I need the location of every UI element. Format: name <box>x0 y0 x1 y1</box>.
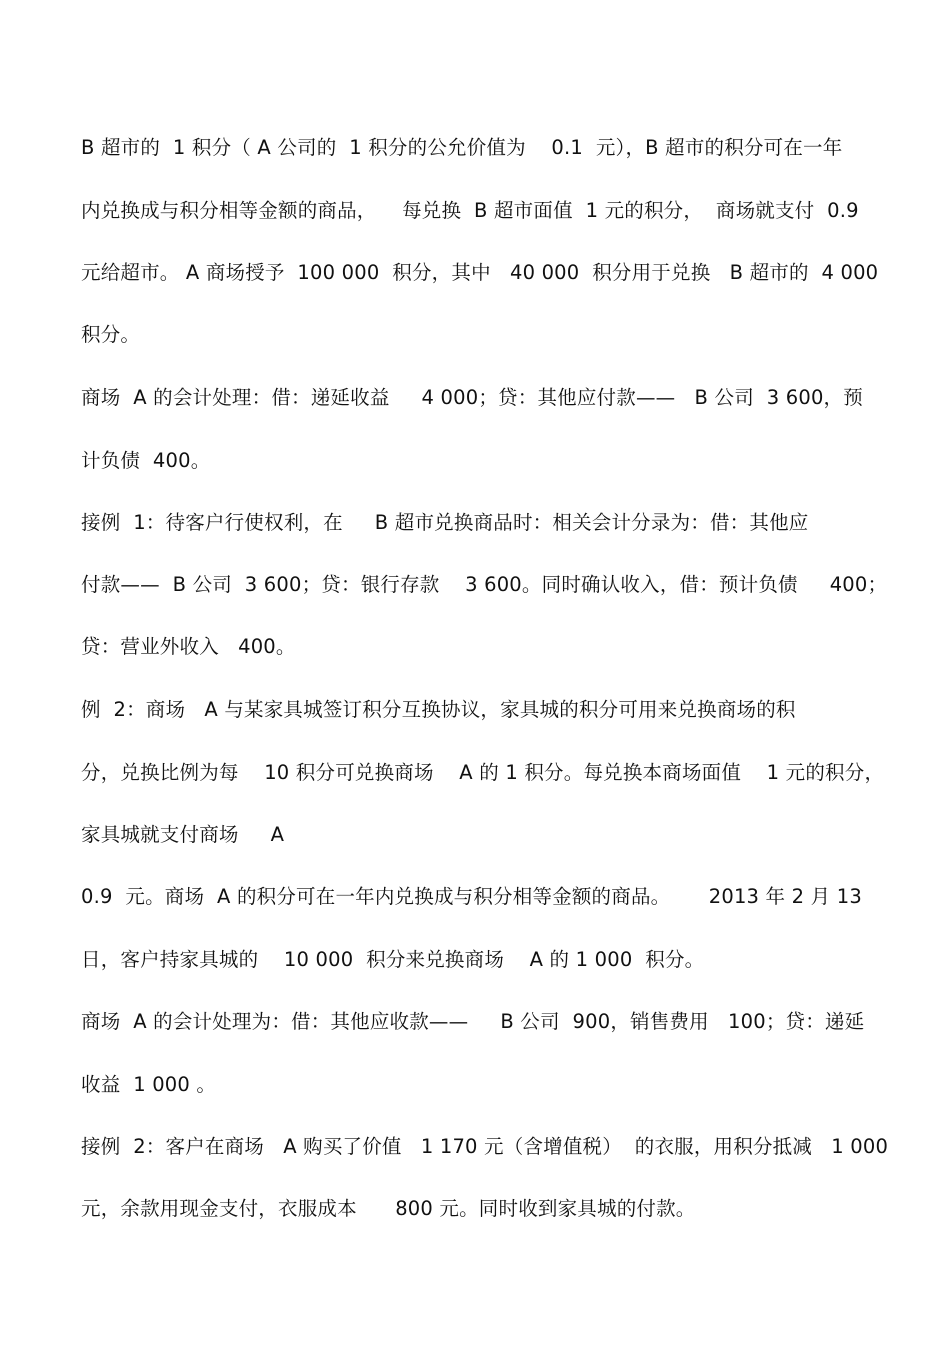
text-line: 元给超市。 A 商场授予 100 000 积分，其中 40 000 积分用于兑换 B 超市的 4 000 <box>81 261 879 284</box>
text-line: 内兑换成与积分相等金额的商品， 每兑换 B 超市面值 1 元的积分， 商场就支付 0.9 <box>81 199 859 222</box>
text-line: B 超市的 1 积分（ A 公司的 1 积分的公允价值为 0.1 元），B 超市的积分可在一年 <box>81 136 843 159</box>
text-line: 例 2：商场 A 与某家具城签订积分互换协议，家具城的积分可用来兑换商场的积 <box>81 698 796 721</box>
text-line: 收益 1 000 。 <box>81 1073 217 1096</box>
text-line: 元，余款用现金支付，衣服成本 800 元。同时收到家具城的付款。 <box>81 1197 696 1220</box>
text-line: 商场 A 的会计处理：借：递延收益 4 000；贷：其他应付款—— B 公司 3 600，预 <box>81 386 863 409</box>
text-line: 付款—— B 公司 3 600；贷：银行存款 3 600。同时确认收入，借：预计负债 400； <box>81 573 888 596</box>
text-line: 接例 2：客户在商场 A 购买了价值 1 170 元（含增值税） 的衣服，用积分抵减 1 000 <box>81 1135 889 1158</box>
text-line: 商场 A 的会计处理为：借：其他应收款—— B 公司 900，销售费用 100；贷：递延 <box>81 1010 865 1033</box>
text-line: 日，客户持家具城的 10 000 积分来兑换商场 A 的 1 000 积分。 <box>81 948 705 971</box>
text-line: 计负债 400。 <box>81 449 211 472</box>
text-line: 家具城就支付商场 A <box>81 823 285 846</box>
text-line: 0.9 元。商场 A 的积分可在一年内兑换成与积分相等金额的商品。 2013 年 2 月 13 <box>81 885 862 908</box>
text-line: 贷：营业外收入 400。 <box>81 635 296 658</box>
text-line: 分，兑换比例为每 10 积分可兑换商场 A 的 1 积分。每兑换本商场面值 1 元的积分， <box>81 761 885 784</box>
text-line: 积分。 <box>81 323 141 346</box>
text-line: 接例 1：待客户行使权利，在 B 超市兑换商品时：相关会计分录为：借：其他应 <box>81 511 809 534</box>
